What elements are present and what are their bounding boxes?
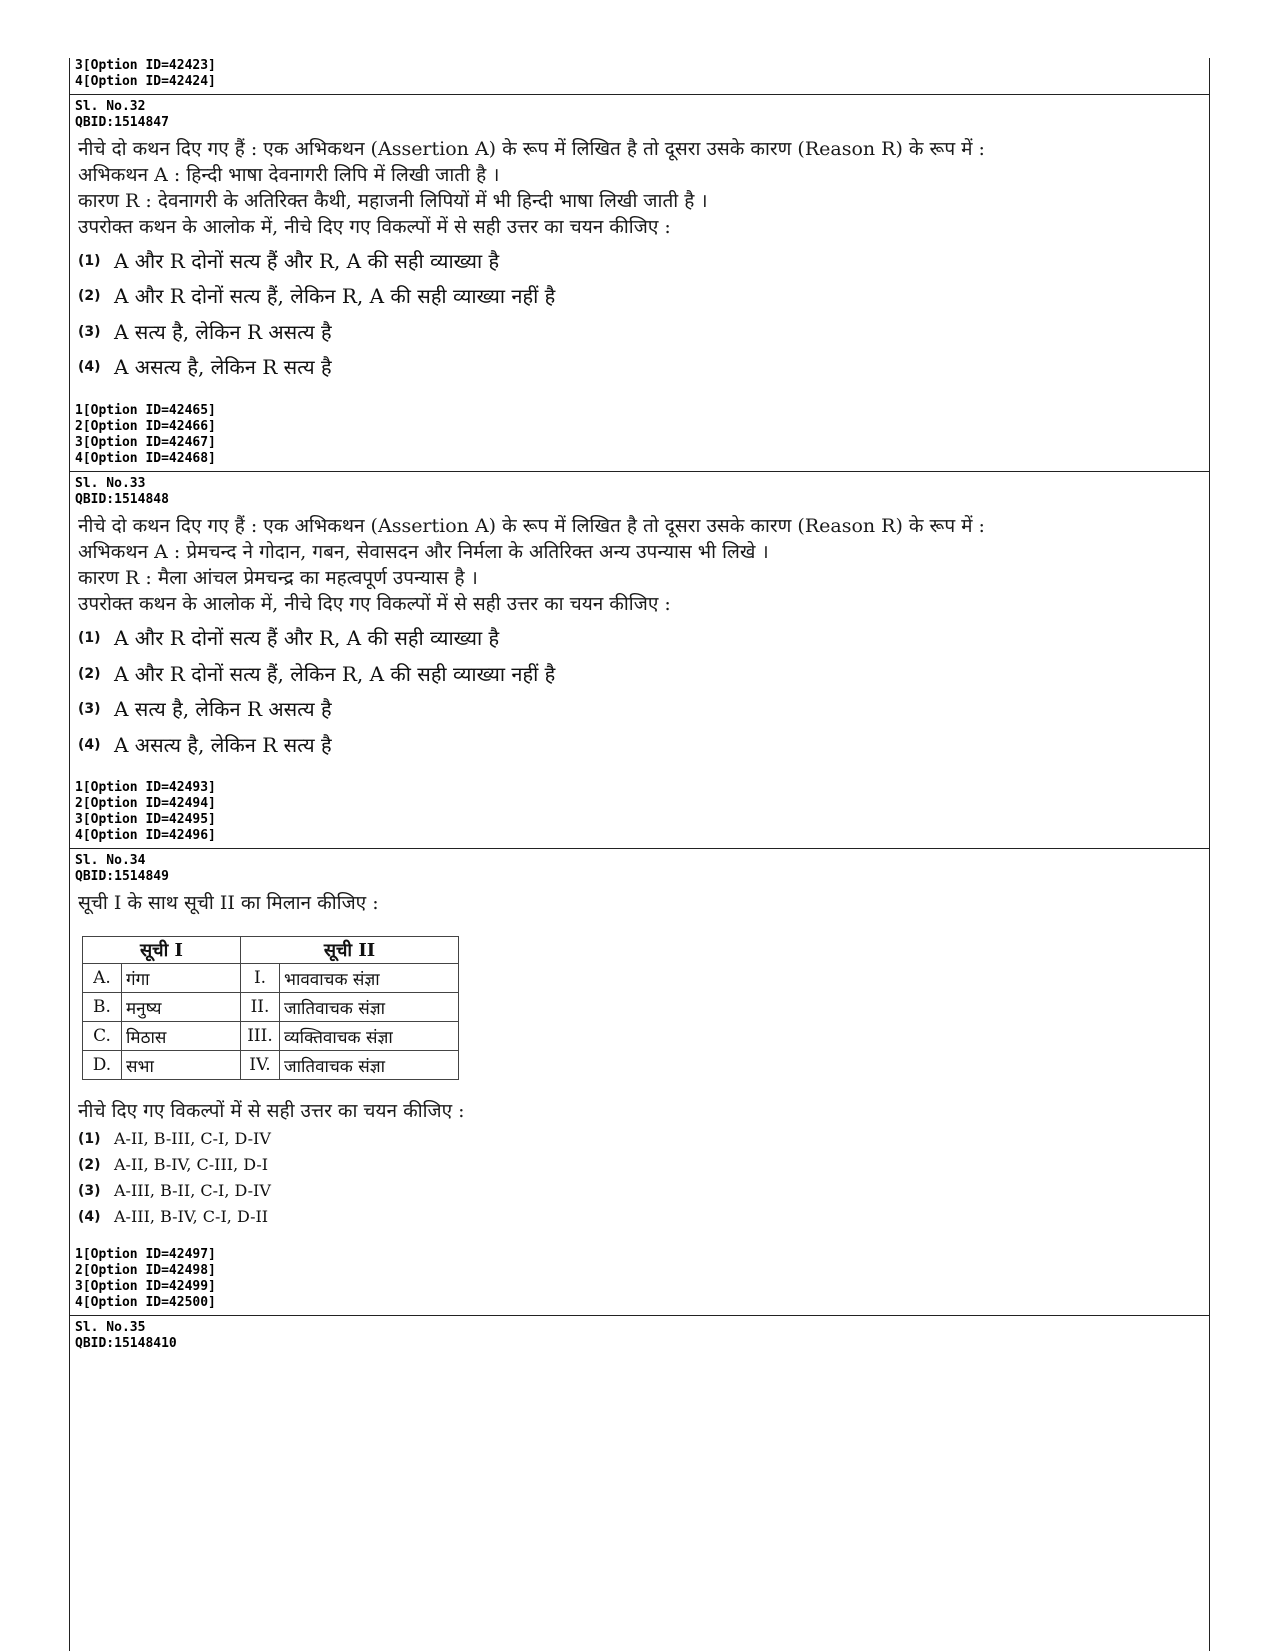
- option-text: A-III, B-II, C-I, D-IV: [114, 1181, 271, 1200]
- serial-number: Sl. No.32: [75, 99, 146, 114]
- option-text: A असत्य है, लेकिन R सत्य है: [114, 355, 332, 379]
- option-id: 3[Option ID=42495]: [75, 812, 216, 827]
- question-line: नीचे दो कथन दिए गए हैं : एक अभिकथन (Assertion A) के रूप में लिखित है तो दूसरा उसके कारण (Reason R) के रूप में :: [78, 138, 985, 160]
- option-text: A-III, B-IV, C-I, D-II: [114, 1207, 269, 1226]
- qbid: QBID:1514848: [75, 492, 169, 507]
- question-line: उपरोक्त कथन के आलोक में, नीचे दिए गए विकल्पों में से सही उत्तर का चयन कीजिए :: [78, 216, 671, 238]
- option-number: (4): [78, 358, 101, 375]
- option-id-list: [75, 780, 1195, 844]
- option-text: A-II, B-IV, C-III, D-I: [114, 1155, 269, 1174]
- list1-letter: A.: [83, 964, 122, 993]
- list1-item: मनुष्य: [122, 993, 241, 1022]
- option-id: 3[Option ID=42499]: [75, 1279, 216, 1294]
- qbid: QBID:15148410: [75, 1336, 177, 1351]
- answer-option: [78, 318, 332, 348]
- option-number: (3): [78, 1182, 101, 1199]
- serial-number: Sl. No.34: [75, 853, 146, 868]
- option-text: A सत्य है, लेकिन R असत्य है: [114, 320, 332, 344]
- divider: [70, 1315, 1209, 1316]
- question-header: [75, 476, 1195, 508]
- list2-item: जातिवाचक संज्ञा: [280, 993, 459, 1022]
- option-text: A और R दोनों सत्य हैं और R, A की सही व्याख्या है: [114, 626, 500, 650]
- answer-option: [78, 353, 332, 383]
- option-number: (4): [78, 736, 101, 753]
- divider: [70, 471, 1209, 472]
- option-number: (3): [78, 323, 101, 340]
- option-id: 1[Option ID=42465]: [75, 403, 216, 418]
- serial-number: Sl. No.33: [75, 476, 146, 491]
- question-text: [78, 513, 1198, 617]
- divider: [70, 848, 1209, 849]
- list1-letter: C.: [83, 1022, 122, 1051]
- option-number: (1): [78, 629, 101, 646]
- divider: [70, 94, 1209, 95]
- list1-letter: B.: [83, 993, 122, 1022]
- question-line: अभिकथन A : हिन्दी भाषा देवनागरी लिपि में लिखी जाती है ।: [78, 164, 500, 186]
- option-text: A सत्य है, लेकिन R असत्य है: [114, 697, 332, 721]
- question-text: [78, 136, 1198, 240]
- option-number: (1): [78, 1130, 101, 1147]
- option-number: (3): [78, 700, 101, 717]
- list2-numeral: IV.: [241, 1051, 280, 1080]
- option-id: 4[Option ID=42424]: [75, 74, 216, 89]
- page-frame: [69, 58, 1210, 1651]
- option-id: 4[Option ID=42500]: [75, 1295, 216, 1310]
- question-line: उपरोक्त कथन के आलोक में, नीचे दिए गए विकल्पों में से सही उत्तर का चयन कीजिए :: [78, 593, 671, 615]
- table-row: [83, 964, 459, 993]
- option-id: 3[Option ID=42467]: [75, 435, 216, 450]
- option-text: A और R दोनों सत्य हैं, लेकिन R, A की सही व्याख्या नहीं है: [114, 662, 556, 686]
- answer-option: [78, 1128, 271, 1154]
- option-id: 2[Option ID=42466]: [75, 419, 216, 434]
- option-text: A और R दोनों सत्य हैं, लेकिन R, A की सही व्याख्या नहीं है: [114, 284, 556, 308]
- answer-option: [78, 1154, 268, 1180]
- prompt-line: नीचे दिए गए विकल्पों में से सही उत्तर का चयन कीजिए :: [78, 1100, 465, 1122]
- column-header: सूची II: [241, 937, 459, 964]
- question-line: नीचे दो कथन दिए गए हैं : एक अभिकथन (Assertion A) के रूप में लिखित है तो दूसरा उसके कारण (Reason R) के रूप में :: [78, 515, 985, 537]
- prev-question-option-ids: [75, 58, 1195, 90]
- match-table: [82, 936, 459, 1080]
- option-text: A और R दोनों सत्य हैं और R, A की सही व्याख्या है: [114, 249, 500, 273]
- option-id-list: [75, 403, 1195, 467]
- table-row: [83, 1051, 459, 1080]
- list2-numeral: III.: [241, 1022, 280, 1051]
- list1-item: सभा: [122, 1051, 241, 1080]
- qbid: QBID:1514849: [75, 869, 169, 884]
- option-number: (2): [78, 1156, 101, 1173]
- list2-numeral: I.: [241, 964, 280, 993]
- option-id: 3[Option ID=42423]: [75, 58, 216, 73]
- option-id: 1[Option ID=42497]: [75, 1247, 216, 1262]
- question-header: [75, 1320, 1195, 1352]
- answer-option: [78, 247, 499, 277]
- list1-letter: D.: [83, 1051, 122, 1080]
- answer-option: [78, 660, 555, 690]
- option-text: A असत्य है, लेकिन R सत्य है: [114, 733, 332, 757]
- answer-option: [78, 282, 555, 312]
- list2-item: जातिवाचक संज्ञा: [280, 1051, 459, 1080]
- option-id: 4[Option ID=42468]: [75, 451, 216, 466]
- option-id-list: [75, 1247, 1195, 1311]
- option-id: 4[Option ID=42496]: [75, 828, 216, 843]
- list2-item: व्यक्तिवाचक संज्ञा: [280, 1022, 459, 1051]
- option-number: (4): [78, 1208, 101, 1225]
- question-line: अभिकथन A : प्रेमचन्द ने गोदान, गबन, सेवासदन और निर्मला के अतिरिक्त अन्य उपन्यास भी लिखे ।: [78, 541, 769, 563]
- table-row: [83, 1022, 459, 1051]
- option-number: (2): [78, 665, 101, 682]
- answer-option: [78, 695, 332, 725]
- option-id: 1[Option ID=42493]: [75, 780, 216, 795]
- question-prompt: [78, 1098, 1198, 1124]
- option-text: A-II, B-III, C-I, D-IV: [114, 1129, 271, 1148]
- answer-option: [78, 1206, 268, 1232]
- option-number: (1): [78, 252, 101, 269]
- question-line: कारण R : मैला आंचल प्रेमचन्द्र का महत्वपूर्ण उपन्यास है ।: [78, 567, 478, 589]
- option-number: (2): [78, 287, 101, 304]
- option-id: 2[Option ID=42498]: [75, 1263, 216, 1278]
- question-header: [75, 99, 1195, 131]
- answer-option: [78, 1180, 271, 1206]
- column-header: सूची I: [83, 937, 241, 964]
- qbid: QBID:1514847: [75, 115, 169, 130]
- list1-item: गंगा: [122, 964, 241, 993]
- answer-option: [78, 731, 332, 761]
- question-line: कारण R : देवनागरी के अतिरिक्त कैथी, महाजनी लिपियों में भी हिन्दी भाषा लिखी जाती है ।: [78, 190, 708, 212]
- question-line: सूची I के साथ सूची II का मिलान कीजिए :: [78, 892, 379, 914]
- answer-option: [78, 624, 499, 654]
- serial-number: Sl. No.35: [75, 1320, 146, 1335]
- question-header: [75, 853, 1195, 885]
- list1-item: मिठास: [122, 1022, 241, 1051]
- list2-item: भाववाचक संज्ञा: [280, 964, 459, 993]
- option-id: 2[Option ID=42494]: [75, 796, 216, 811]
- question-text: [78, 890, 1198, 916]
- table-header-row: [83, 937, 459, 964]
- table-row: [83, 993, 459, 1022]
- list2-numeral: II.: [241, 993, 280, 1022]
